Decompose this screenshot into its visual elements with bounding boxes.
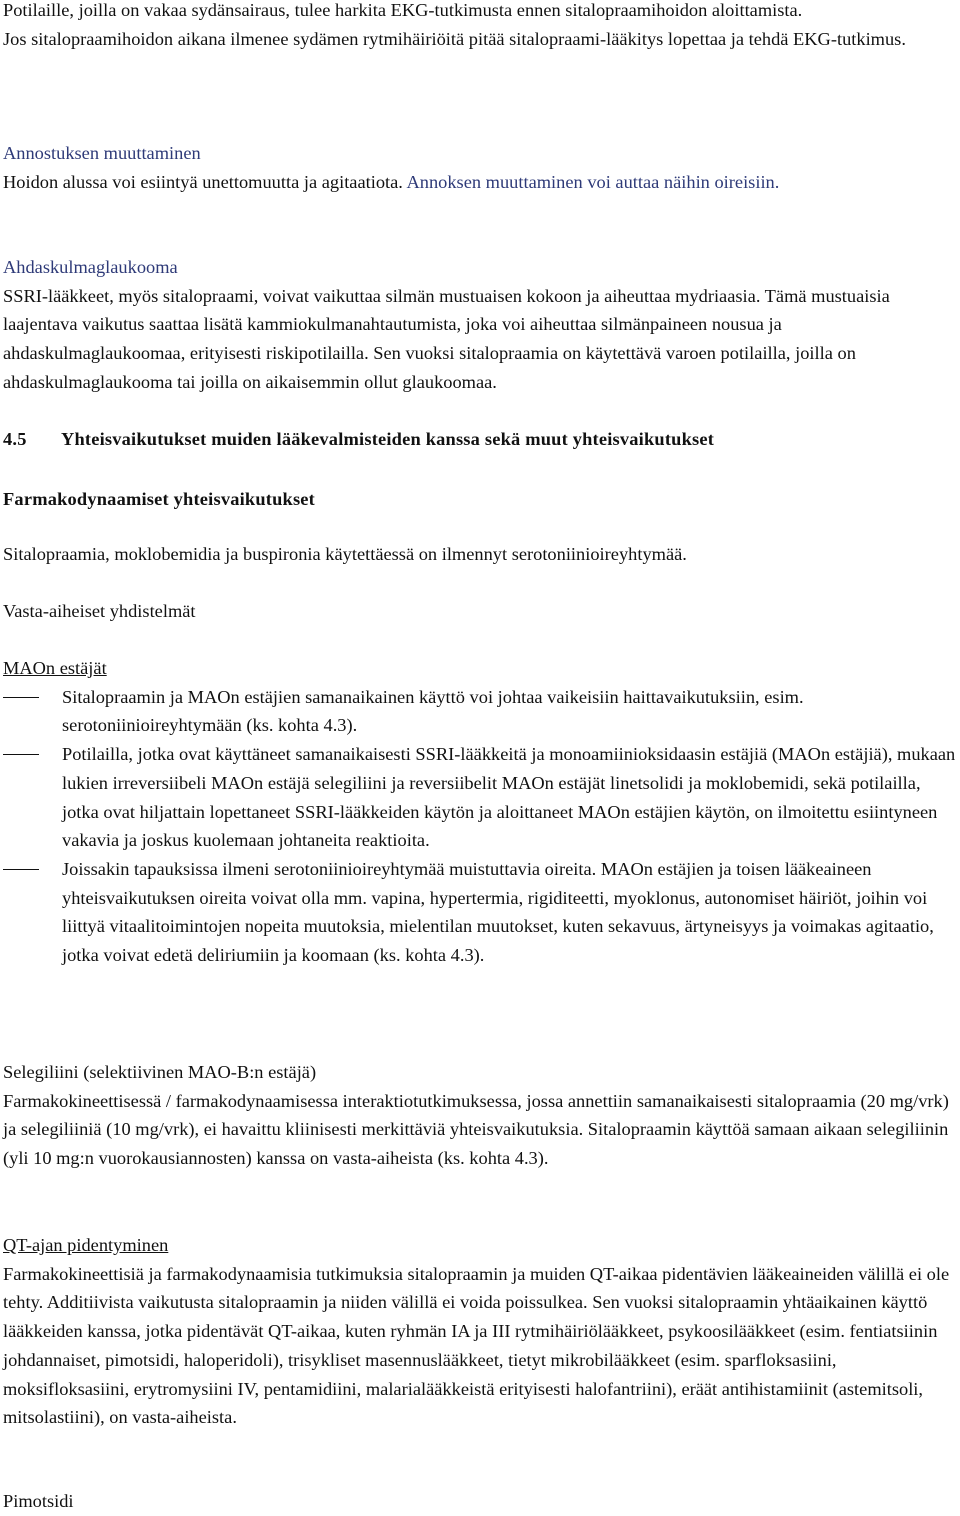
dash-bullet bbox=[3, 869, 39, 870]
selegiliini-title: Selegiliini (selektiivinen MAO-B:n estäjä) bbox=[3, 1062, 317, 1082]
selegiliini-body: Farmakokineettisessä / farmakodynaamisessa interaktiotutkimuksessa, jossa annettiin samanaikaisesti sitalopraamia (20 mg/vrk) ja selegiliiniä (10 mg/vrk), ei havaittu kliinisesti merkittäviä yhteisvaikutuksia. Sitalopraamin käyttöä samaan aikaan selegiliinin (yli 10 mg:n vuorokausiannosten) kanssa on vasta-aiheista (ks. kohta 4.3). bbox=[3, 1090, 949, 1169]
section-4-5-heading bbox=[3, 425, 958, 454]
annostus-body bbox=[3, 168, 958, 197]
vasta-aiheiset-heading: Vasta-aiheiset yhdistelmät bbox=[3, 601, 196, 621]
section-number: 4.5 bbox=[3, 429, 27, 449]
farmakodynaamiset-heading: Farmakodynaamiset yhteisvaikutukset bbox=[3, 489, 315, 509]
list-item bbox=[3, 855, 958, 970]
maon-title: MAOn estäjät bbox=[3, 658, 107, 678]
intro-section bbox=[3, 0, 958, 53]
maon-item-3-text: Joissakin tapauksissa ilmeni serotoniinioireyhtymää muistuttavia oireita. MAOn estäjien ja toisen lääkeaineen yhteisvaikutuksen oireita voivat olla mm. vapina, hypertermia, rigiditeetti, myoklonus, autonomiset häiriöt, joihin voi liittyä vitaalitoimintojen nopeita muutoksia, mielentilan muutokset, kuten sekavuus, ärtyneisyys ja voimakas agitaatio, jotka voivat edetä deliriumiin ja koomaan (ks. kohta 4.3). bbox=[62, 858, 934, 966]
maon-item-1-text: Sitalopraamin ja MAOn estäjien samanaikainen käyttö voi johtaa vaikeisiin haittavaikutuksiin, esim. serotoniinioireyhtymään (ks. kohta 4.3). bbox=[62, 686, 804, 736]
list-item bbox=[3, 740, 958, 855]
glaukooma-title: Ahdaskulmaglaukooma bbox=[3, 257, 178, 277]
section-title: Yhteisvaikutukset muiden lääkevalmisteiden kanssa sekä muut yhteisvaikutukset bbox=[61, 429, 715, 449]
maon-item-2-text: Potilailla, jotka ovat käyttäneet samanaikaisesti SSRI-lääkkeitä ja monoamiinioksidaasin estäjiä (MAOn estäjiä), mukaan lukien irreversiibeli MAOn estäjä selegiliini ja reversiibelit MAOn estäjät linetsolidi ja moklobemidi, sekä potilailla, jotka ovat hiljattain lopettaneet SSRI-lääkkeiden käytön ja aloittaneet MAOn estäjien käytön, on ilmoitettu esiintyneen vakavia ja joskus kuolemaan johtaneita reaktioita. bbox=[62, 744, 956, 851]
dash-bullet bbox=[3, 697, 39, 698]
glaukooma-section bbox=[3, 253, 958, 397]
pimotsidi-heading: Pimotsidi bbox=[3, 1491, 74, 1511]
glaukooma-body: SSRI-lääkkeet, myös sitalopraami, voivat vaikuttaa silmän mustuaisen kokoon ja aiheuttaa mydriaasia. Tämä mustuaisia laajentava vaikutus saattaa lisätä kammiokulmanahtautumista, joka voi aiheuttaa silmänpaineen nousua ja ahdaskulmaglaukoomaa, erityisesti riskipotilailla. Sen vuoksi sitalopraamia on käytettävä varoen potilailla, joilla on ahdaskulmaglaukooma tai joilla on aikaisemmin ollut glaukoomaa. bbox=[3, 285, 890, 392]
annostus-title: Annostuksen muuttaminen bbox=[3, 143, 201, 163]
annostus-section bbox=[3, 139, 958, 196]
annostus-body-a: Hoidon alussa voi esiintyä unettomuutta ja agitaatiota. bbox=[3, 171, 407, 192]
selegiliini-section bbox=[3, 1058, 958, 1173]
dash-bullet bbox=[3, 754, 39, 755]
qt-title: QT-ajan pidentyminen bbox=[3, 1235, 169, 1255]
qt-section bbox=[3, 1231, 958, 1432]
maon-section bbox=[3, 654, 958, 970]
annostus-body-b: Annoksen muuttaminen voi auttaa näihin oireisiin. bbox=[406, 171, 780, 192]
list-item bbox=[3, 683, 958, 740]
intro-arrhythmia-text: Jos sitalopraamihoidon aikana ilmenee sydämen rytmihäiriöitä pitää sitalopraami-lääkitys lopettaa ja tehdä EKG-tutkimus. bbox=[3, 28, 906, 49]
farmakodynaamiset-body: Sitalopraamia, moklobemidia ja buspironia käytettäessä on ilmennyt serotoniinioireyhtymää. bbox=[3, 544, 687, 564]
qt-body: Farmakokineettisiä ja farmakodynaamisia tutkimuksia sitalopraamin ja muiden QT-aikaa pidentävien lääkeaineiden välillä ei ole tehty. Additiivista vaikutusta sitalopraamin ja niiden välillä ei voida poissulkea. Sen vuoksi sitalopraamin yhtäaikainen käyttö lääkkeiden kanssa, jotka pidentävät QT-aikaa, kuten ryhmän IA ja III rytmihäiriölääkkeet, psykoosilääkkeet (esim. fentiatsiinin johdannaiset, pimotsidi, haloperidoli), trisykliset masennuslääkkeet, tietyt mikrobilääkkeet (esim. sparfloksasiini, moksifloksasiini, erytromysiini IV, pentamidiini, malarialääkkeistä erityisesti halofantriini), eräät antihistamiinit (astemitsoli, mitsolastiini), on vasta-aiheista. bbox=[3, 1263, 950, 1428]
intro-ekg-text: Potilaille, joilla on vakaa sydänsairaus, tulee harkita EKG-tutkimusta ennen sitalopraamihoidon aloittamista. bbox=[3, 0, 803, 20]
